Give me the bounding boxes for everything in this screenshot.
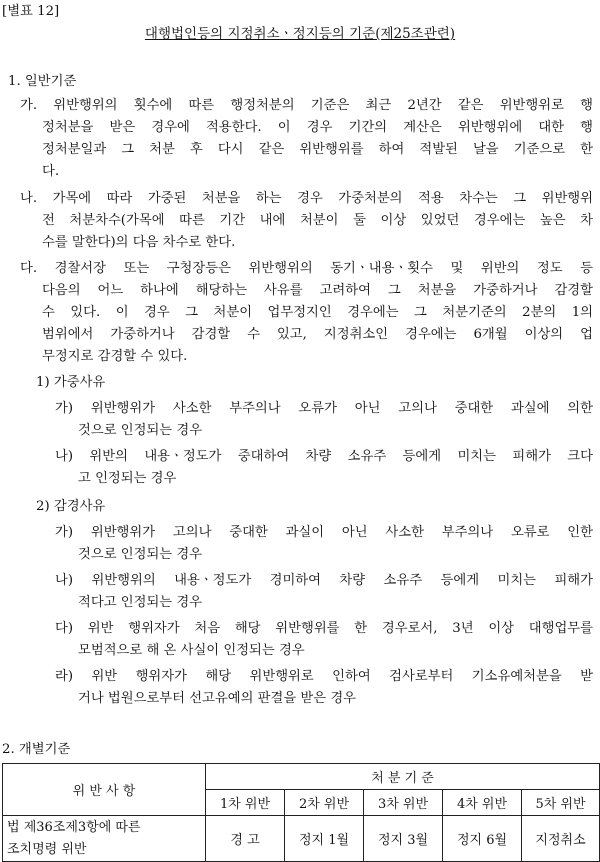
item-ga-line-4: 다. (42, 164, 60, 179)
mitigating-heading: 2) 감경사유 (36, 499, 106, 514)
cell-4th: 정지 6월 (443, 816, 522, 862)
subheader-3rd: 3차 위반 (364, 790, 443, 816)
item-ga-line-1: 가. 위반행위의 횟수에 따른 행정처분의 기준은 최근 2년간 같은 위반행위로 행 (20, 98, 593, 113)
annex-label: [별표 12] (2, 4, 60, 19)
mitigating-ga-line-1: 가) 위반행위가 고의나 중대한 과실이 아닌 사소한 부주의나 오류로 인한 (55, 525, 593, 540)
item-na-line-1: 나. 가목에 따라 가중된 처분을 하는 경우 가중처분의 적용 차수는 그 위반행위 (20, 191, 593, 206)
section-2-heading: 2. 개별기준 (2, 742, 71, 757)
aggravating-ga-line-1: 가) 위반행위가 사소한 부주의나 오류가 아닌 고의나 중대한 과실에 의한 (55, 401, 593, 416)
item-da-line-1: 다. 경찰서장 또는 구청장등은 위반행위의 동기ㆍ내용ㆍ횟수 및 위반의 정도 등 (20, 261, 593, 276)
aggravating-heading: 1) 가중사유 (36, 375, 106, 390)
page-title: 대행법인등의 지정취소ㆍ정지등의 기준(제25조관련) (144, 26, 456, 42)
mitigating-ga-line-2: 것으로 인정되는 경우 (78, 547, 203, 562)
mitigating-na-line-1: 나) 위반행위의 내용ㆍ정도가 경미하여 차량 소유주 등에게 미치는 피해가 (55, 573, 593, 588)
row-violation (3, 816, 206, 862)
row-violation-line-1: 법 제36조제3항에 따른 (7, 819, 141, 835)
subheader-2nd: 2차 위반 (285, 790, 364, 816)
cell-3rd: 정지 3월 (364, 816, 443, 862)
cell-1st: 경 고 (206, 816, 285, 862)
cell-5th: 지정취소 (522, 816, 600, 862)
header-violation: 위 반 사 항 (3, 764, 206, 816)
item-na-line-2: 전 처분차수(가목에 따른 기간 내에 처분이 둘 이상 있었던 경우에는 높은 차 (42, 213, 593, 228)
aggravating-na-line-2: 고 인정되는 경우 (78, 471, 177, 486)
subheader-5th: 5차 위반 (522, 790, 600, 816)
row-violation-line-2: 조치명령 위반 (7, 841, 87, 857)
mitigating-da-line-2: 모범적으로 해 온 사실이 인정되는 경우 (78, 643, 305, 658)
subheader-1st: 1차 위반 (206, 790, 285, 816)
item-da-line-3: 수 있다. 이 경우 그 처분이 업무정지인 경우에는 그 처분기준의 2분의 1의 (42, 305, 593, 320)
mitigating-ra-line-2: 거나 법원으로부터 선고유예의 판결을 받은 경우 (78, 691, 357, 706)
mitigating-da-line-1: 다) 위반 행위자가 처음 해당 위반행위를 한 경우로서, 3년 이상 대행업무를 (55, 621, 593, 636)
table-row (3, 816, 600, 862)
mitigating-na-line-2: 적다고 인정되는 경우 (78, 595, 203, 610)
table-header-row (3, 764, 600, 790)
item-ga-line-3: 정처분일과 그 처분 후 다시 같은 위반행위를 하여 적발된 날을 기준으로 한 (42, 142, 593, 157)
item-da-line-2: 다음의 어느 하나에 해당하는 사유를 고려하여 그 처분을 가중하거나 감경할 (42, 283, 593, 298)
mitigating-ra-line-1: 라) 위반 행위자가 해당 위반행위로 인하여 검사로부터 기소유예처분을 받 (55, 669, 593, 684)
subheader-4th: 4차 위반 (443, 790, 522, 816)
header-criteria: 처 분 기 준 (206, 764, 600, 790)
item-da-line-4: 범위에서 가중하거나 감경할 수 있고, 지정취소인 경우에는 6개월 이상의 업 (42, 327, 593, 342)
item-da-line-5: 무정지로 감경할 수 있다. (42, 349, 188, 364)
section-1-heading: 1. 일반기준 (8, 74, 77, 89)
aggravating-na-line-1: 나) 위반의 내용ㆍ정도가 중대하여 차량 소유주 등에게 미치는 피해가 크다 (55, 449, 593, 464)
item-na-line-3: 수를 말한다)의 다음 차수로 한다. (42, 235, 236, 250)
cell-2nd: 정지 1월 (285, 816, 364, 862)
item-ga-line-2: 정처분을 받은 경우에 적용한다. 이 경우 기간의 계산은 위반행위에 대한 행 (42, 120, 593, 135)
criteria-table (2, 763, 600, 862)
aggravating-ga-line-2: 것으로 인정되는 경우 (78, 423, 203, 438)
